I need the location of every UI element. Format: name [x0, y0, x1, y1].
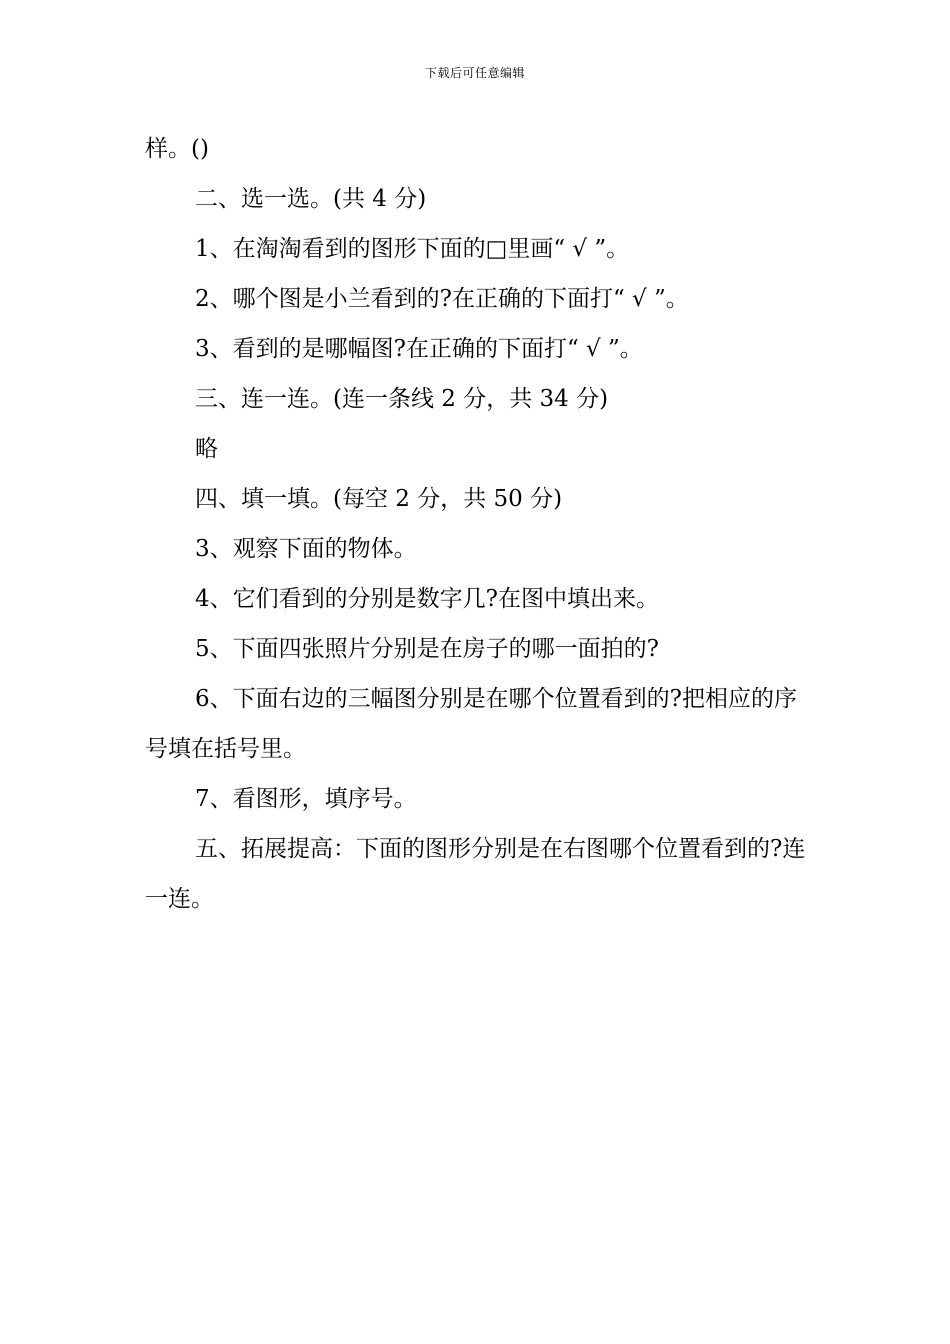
question-item: 3、观察下面的物体。 — [195, 536, 417, 562]
paragraph-continuation: 样。() — [145, 136, 209, 162]
page-header: 下载后可任意编辑 — [424, 66, 525, 80]
answer-omitted: 略 — [195, 436, 218, 462]
question-item: 4、它们看到的分别是数字几?在图中填出来。 — [195, 586, 659, 612]
section-heading-connect: 三、连一连。(连一条线 2 分，共 34 分) — [195, 386, 609, 412]
question-item: 7、看图形，填序号。 — [195, 786, 417, 812]
section-heading-choose: 二、选一选。(共 4 分) — [195, 186, 427, 212]
question-item: 5、下面四张照片分别是在房子的哪一面拍的? — [195, 636, 659, 662]
document-body — [145, 124, 807, 924]
question-item: 3、看到的是哪幅图?在正确的下面打“ √ ”。 — [195, 336, 643, 362]
section-heading-fill: 四、填一填。(每空 2 分，共 50 分) — [195, 486, 563, 512]
question-item: 6、下面右边的三幅图分别是在哪个位置看到的?把相应的序号填在括号里。 — [145, 686, 797, 762]
question-item: 1、在淘淘看到的图形下面的□里画“ √ ”。 — [195, 236, 630, 262]
section-heading-extension: 五、拓展提高：下面的图形分别是在右图哪个位置看到的?连一连。 — [145, 836, 806, 912]
question-item: 2、哪个图是小兰看到的?在正确的下面打“ √ ”。 — [195, 286, 689, 312]
